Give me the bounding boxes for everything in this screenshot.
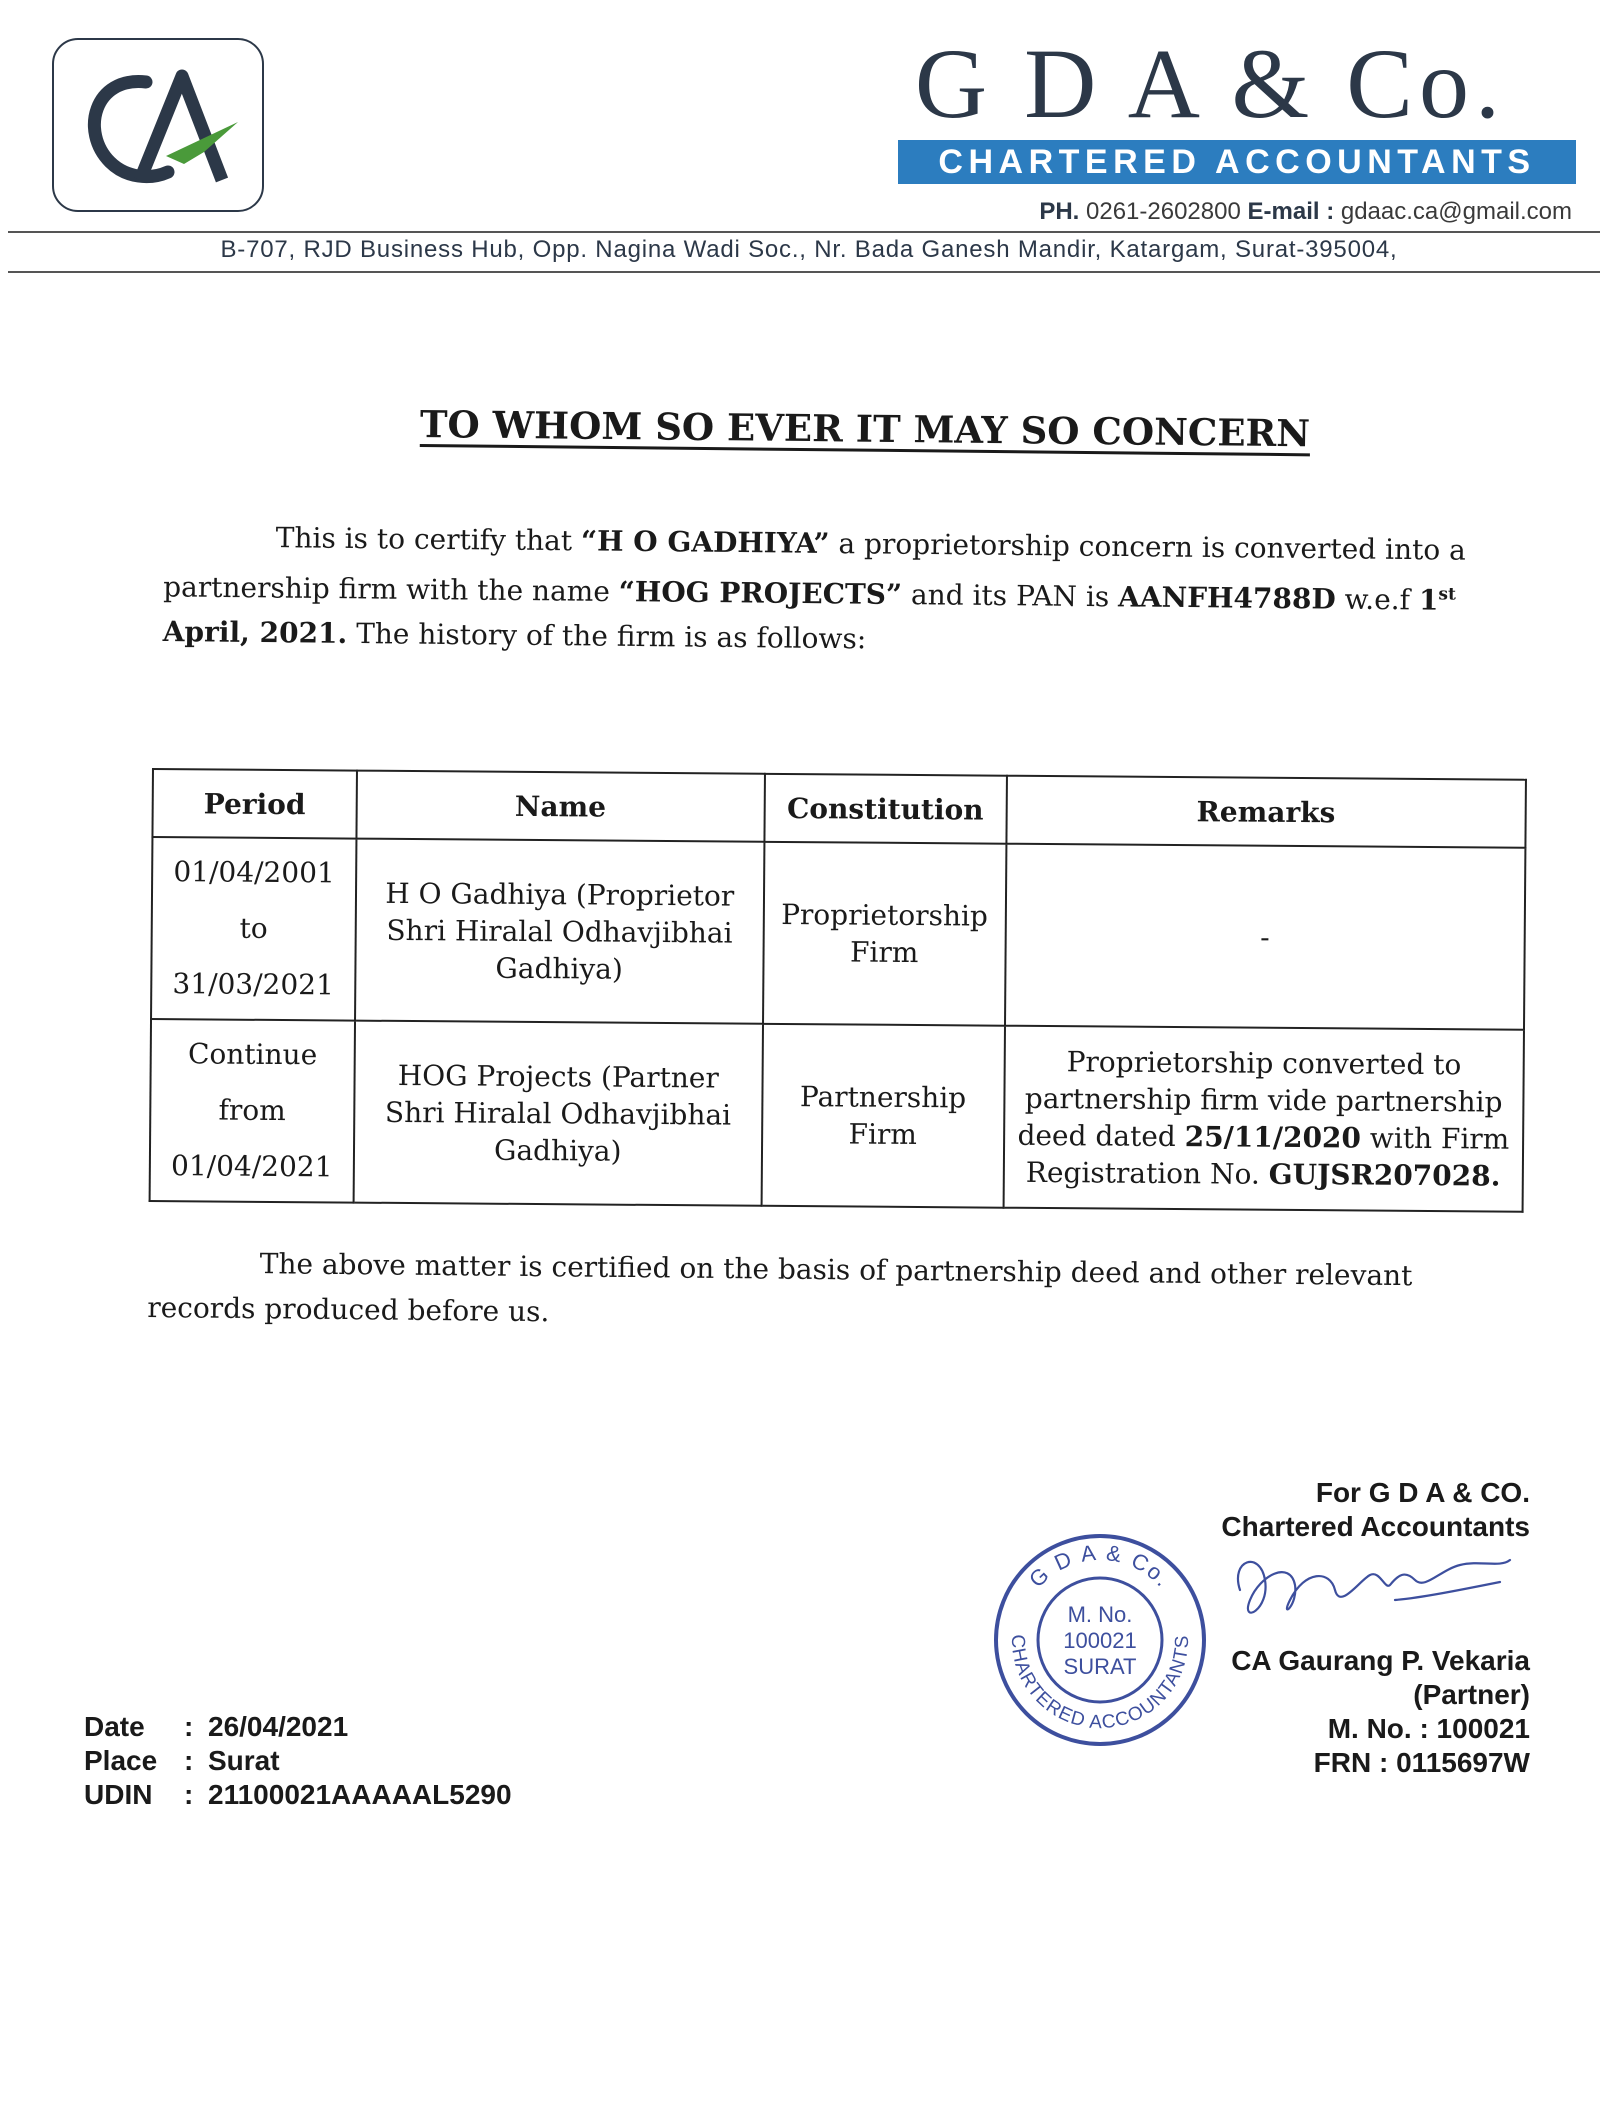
effective-date: April, 2021.: [162, 615, 348, 651]
table-row: [150, 1019, 1524, 1212]
firm-address: B-707, RJD Business Hub, Opp. Nagina Wadi Soc., Nr. Bada Ganesh Mandir, Katargam, Surat-395004,: [220, 236, 1398, 263]
email-label: E-mail :: [1247, 198, 1335, 225]
firm-stamp: [990, 1530, 1210, 1750]
old-firm-name: “H O GADHIYA”: [580, 524, 830, 560]
phone-number: 0261-2602800: [1086, 198, 1241, 225]
membership-number: M. No. : 100021: [1327, 1713, 1530, 1744]
period-cell: Continue from 01/04/2021: [150, 1019, 355, 1203]
new-firm-name: “HOG PROJECTS”: [618, 575, 903, 612]
stamp-line: 100021: [1063, 1628, 1137, 1653]
email-address: gdaac.ca@gmail.com: [1340, 198, 1572, 225]
place-value: Surat: [208, 1745, 280, 1776]
firm-logo: [52, 38, 264, 212]
column-header-remarks: Remarks: [1006, 776, 1526, 848]
chartered-accountants-banner: CHARTERED ACCOUNTANTS: [898, 140, 1576, 184]
period-cell: 01/04/2001 to 31/03/2021: [151, 837, 356, 1021]
udin-value: 21100021AAAAAL5290: [208, 1779, 512, 1810]
signature-block: [1221, 1476, 1530, 1780]
remarks-cell: -: [1005, 844, 1526, 1030]
date-value: 26/04/2021: [208, 1711, 349, 1742]
registration-number: GUJSR207028.: [1268, 1157, 1501, 1193]
name-cell: H O Gadhiya (Proprietor Shri Hiralal Odhavjibhai Gadhiya): [355, 839, 764, 1024]
phone-label: PH.: [1039, 198, 1080, 225]
for-firm-line: For G D A & CO.: [1315, 1477, 1530, 1508]
contact-line: [1039, 198, 1572, 226]
column-header-period: Period: [152, 769, 356, 839]
date-label: Date: [84, 1711, 145, 1742]
deed-date: 25/11/2020: [1184, 1120, 1362, 1155]
table-row: [151, 837, 1525, 1030]
signatory-role: (Partner): [1413, 1679, 1530, 1710]
stamp-line: SURAT: [1063, 1654, 1137, 1679]
header-divider: [8, 231, 1600, 233]
svg-text:G D A & Co.: [1024, 1540, 1176, 1593]
stamp-ring-top: G D A & Co.: [1024, 1539, 1177, 1593]
closing-paragraph: The above matter is certified on the basis of partnership deed and other relevant records produced before us.: [147, 1247, 1413, 1329]
column-header-name: Name: [356, 771, 764, 842]
document-title: TO WHOM SO EVER IT MAY SO CONCERN: [419, 402, 1311, 456]
constitution-cell: Proprietorship Firm: [763, 842, 1006, 1026]
certification-paragraph: This is to certify that “H O GADHIYA” a proprietorship concern is converted into a partnership firm with the name “HOG PROJECTS” and its PAN is AANFH4788D w.e.f 1st April, 2021. The history of the firm is as follows:: [162, 521, 1466, 656]
firm-history-table: [149, 768, 1527, 1213]
firm-designation: Chartered Accountants: [1221, 1511, 1530, 1542]
name-cell: HOG Projects (Partner Shri Hiralal Odhavjibhai Gadhiya): [353, 1021, 762, 1206]
udin-label: UDIN: [84, 1779, 153, 1810]
document-meta: Date : 26/04/2021 Place : Surat UDIN : 21100021AAAAAL5290: [84, 1711, 512, 1810]
stamp-line: M. No.: [1067, 1602, 1133, 1627]
place-label: Place: [84, 1745, 158, 1776]
signatory-name: CA Gaurang P. Vekaria: [1231, 1645, 1530, 1676]
firm-registration-number: FRN : 0115697W: [1313, 1747, 1530, 1778]
column-header-constitution: Constitution: [764, 774, 1006, 844]
header-divider: [8, 271, 1600, 273]
remarks-cell: Proprietorship converted to partnership firm vide partnership deed dated 25/11/2020 with Firm Registration No. GUJSR207028.: [1003, 1026, 1524, 1212]
stamp-ring-bottom: CHARTERED ACCOUNTANTS: [1006, 1634, 1194, 1734]
firm-name: G D A & Co.: [914, 28, 1506, 139]
constitution-cell: Partnership Firm: [761, 1024, 1004, 1208]
pan-number: AANFH4788D: [1117, 580, 1336, 616]
